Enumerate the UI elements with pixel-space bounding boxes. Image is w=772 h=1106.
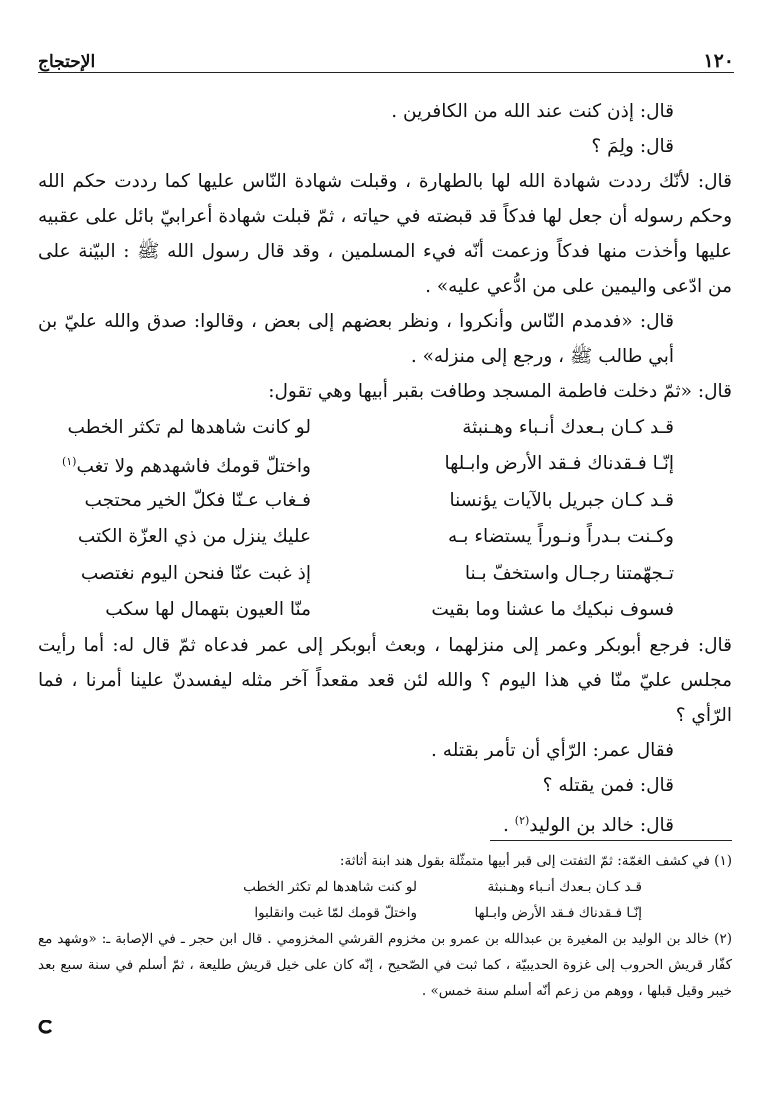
paragraph: فقال عمر: الرّأي أن تأمر بقتله . bbox=[431, 740, 674, 761]
paragraph-end: . bbox=[503, 815, 515, 837]
footnote-poem bbox=[38, 874, 732, 926]
footnote-2: (٢) خالد بن الوليد بن المغيرة بن عبدالله بن عمرو بن مخزوم القرشي المخزومي . قال ابن حجر ـ في الإصابة ـ: «وشهد مع كفّار قريش الحروب إلى غزوة الحديبيّة ، كما ثبت في الصّحيح ، إنّه كان على خيل قريش طليعة ، ثمّ أسلم في سنة سبع بعد خيبر وقيل قبلها ، ووهم من زعم أنّه أسلم سنة خمس» . bbox=[38, 931, 732, 999]
footnote-verse bbox=[38, 900, 642, 926]
continuation-mark-icon bbox=[38, 1020, 54, 1034]
verse-first-hemistich: وكـنت بـدراً ونـوراً يستضاء بـه bbox=[447, 526, 674, 548]
page-header bbox=[38, 42, 734, 73]
verse-first-hemistich: تـجهّمتنا رجـال واستخفّ بـنا bbox=[464, 562, 674, 584]
verse-second-hemistich: واختلّ قومك لمّا غبت وانقلبوا bbox=[254, 905, 417, 921]
footnote-ref[interactable]: (١) bbox=[61, 454, 77, 468]
paragraph: قال: «ثمّ دخلت فاطمة المسجد وطافت بقبر أبيها وهي تقول: bbox=[268, 381, 732, 402]
verse-first-hemistich: إنّـا فـقدناك فـقد الأرض وابـلها bbox=[474, 905, 642, 921]
verse-first-hemistich: قـد كـان بـعدك أنـباء وهـنبثة bbox=[487, 879, 642, 895]
paragraph: قال: فمن يقتله ؟ bbox=[542, 775, 674, 796]
verse-second-hemistich bbox=[38, 444, 311, 484]
verse-second-hemistich: إذ غبت عنّا فنحن اليوم نغتصب bbox=[80, 562, 311, 584]
paragraph: قال: ولِمَ ؟ bbox=[591, 136, 674, 157]
footnotes bbox=[38, 848, 732, 1004]
footnote-ref[interactable]: (٢) bbox=[514, 814, 530, 827]
poem-verse bbox=[38, 482, 674, 519]
poem-verse bbox=[38, 409, 674, 446]
footnote-separator bbox=[490, 840, 732, 841]
paragraph: قال: لأنّك رددت شهادة الله لها بالطهارة ، وقبلت شهادة النّاس عليها كما رددت حكم الله وحكم رسوله أن جعل لها فدكاً قد قبضته في حياته ، ثمّ قبلت شهادة أعرابيّ بائل على عقبيه عليها وأخذت منها فدكاً وزعمت أنّه فيء المسلمين ، وقد قال رسول الله ﷺ : البيّنة على من ادّعى واليمين على من ادُّعي عليه» . bbox=[38, 171, 732, 297]
main-text bbox=[38, 94, 732, 843]
running-title: الإحتجاج bbox=[38, 52, 96, 72]
paragraph: قال: إذن كنت عند الله من الكافرين . bbox=[391, 101, 674, 122]
poem bbox=[38, 409, 732, 628]
page-number: ١٢٠ bbox=[703, 50, 734, 72]
poem-verse bbox=[38, 519, 674, 556]
paragraph-text: قال: خالد بن الوليد bbox=[529, 815, 674, 837]
verse-second-hemistich: فـغاب عـنّا فكلّ الخير محتجب bbox=[84, 489, 311, 511]
verse-first-hemistich: إنّـا فـقدناك فـقد الأرض وابـلها bbox=[444, 453, 674, 475]
footnote-verse bbox=[38, 874, 642, 900]
verse-second-hemistich: لو كانت شاهدها لم تكثر الخطب bbox=[67, 416, 311, 438]
poem-verse bbox=[38, 592, 674, 629]
verse-first-hemistich: قـد كـان جبريل بالآيات يؤنسنا bbox=[449, 489, 674, 511]
verse-text: واختلّ قومك فاشهدهم ولا تغب bbox=[76, 455, 311, 477]
footnote-1: (١) في كشف الغمّة: ثمّ التفتت إلى قبر أبيها متمثّلة بقول هند ابنة أثاثة: bbox=[339, 853, 732, 869]
poem-verse bbox=[38, 446, 674, 483]
verse-first-hemistich: فسوف نبكيك ما عشنا وما بقيت bbox=[431, 599, 674, 621]
paragraph: قال: «فدمدم النّاس وأنكروا ، ونظر بعضهم إلى بعض ، وقالوا: صدق والله عليّ بن أبي طالب ﷺ ، ورجع إلى منزله» . bbox=[38, 311, 674, 367]
verse-first-hemistich: قـد كـان بـعدك أنـباء وهـنبثة bbox=[462, 416, 674, 438]
poem-verse bbox=[38, 555, 674, 592]
paragraph bbox=[38, 803, 732, 843]
verse-second-hemistich: لو كنت شاهدها لم تكثر الخطب bbox=[243, 879, 417, 895]
verse-second-hemistich: عليك ينزل من ذي العزّة الكتب bbox=[77, 526, 311, 548]
verse-second-hemistich: منّا العيون بتهمال لها سكب bbox=[105, 599, 311, 621]
paragraph: قال: فرجع أبوبكر وعمر إلى منزلهما ، وبعث أبوبكر إلى عمر فدعاه ثمّ قال له: أما رأيت مجلس عليّ منّا في هذا اليوم ؟ والله لئن قعد مقعداً آخر مثله ليفسدنّ علينا أمرنا ، فما الرّأي ؟ bbox=[38, 635, 732, 726]
